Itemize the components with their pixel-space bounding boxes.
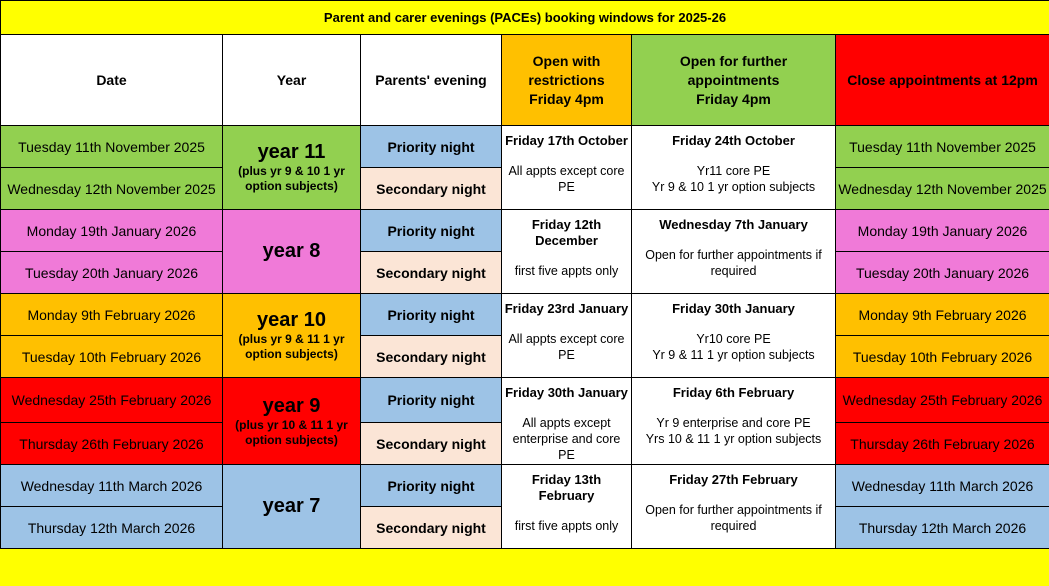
further-text: Yr10 core PE <box>696 332 771 346</box>
priority-night: Priority night <box>361 294 502 336</box>
close-date: Wednesday 25th February 2026 <box>836 378 1049 423</box>
evening-date: Monday 19th January 2026 <box>1 210 223 252</box>
evening-date: Wednesday 12th November 2025 <box>1 168 223 210</box>
restrictions-text: All appts except core PE <box>508 164 625 194</box>
further-date: Friday 6th February <box>672 385 795 400</box>
header-open-further: Open for further appointments Friday 4pm <box>632 35 836 126</box>
restrictions-date: Friday 13th February <box>531 472 602 503</box>
header-close: Close appointments at 12pm <box>836 35 1049 126</box>
further-text: Yrs 10 & 11 1 yr option subjects <box>645 432 822 446</box>
header-parents-evening: Parents' evening <box>361 35 502 126</box>
further-text: Yr11 core PE <box>696 164 771 178</box>
table-row <box>1 210 1049 252</box>
header-date: Date <box>1 35 223 126</box>
further-window <box>632 378 836 465</box>
restrictions-text: All appts except core PE <box>508 332 625 362</box>
page-title: Parent and carer evenings (PACEs) booking windows for 2025-26 <box>1 1 1049 35</box>
evening-date: Thursday 26th February 2026 <box>1 423 223 465</box>
priority-night: Priority night <box>361 210 502 252</box>
secondary-night: Secondary night <box>361 507 502 549</box>
year-label: year 7 <box>262 495 321 517</box>
evening-date: Tuesday 10th February 2026 <box>1 336 223 378</box>
evening-date: Wednesday 11th March 2026 <box>1 465 223 507</box>
restrictions-date: Friday 30th January <box>505 385 628 400</box>
secondary-night: Secondary night <box>361 168 502 210</box>
restrictions-date: Friday 12th December <box>531 217 602 248</box>
year-cell <box>223 378 361 465</box>
secondary-night: Secondary night <box>361 336 502 378</box>
footer-band <box>1 549 1049 583</box>
year-cell <box>223 465 361 549</box>
table-row <box>1 126 1049 168</box>
year-cell <box>223 210 361 294</box>
further-window <box>632 210 836 294</box>
close-date: Monday 9th February 2026 <box>836 294 1049 336</box>
close-date: Tuesday 20th January 2026 <box>836 252 1049 294</box>
year-cell <box>223 294 361 378</box>
further-date: Friday 30th January <box>672 301 795 316</box>
table-row <box>1 294 1049 336</box>
year-note: (plus yr 9 & 10 1 yr option subjects) <box>238 164 345 193</box>
restrictions-text: All appts except enterprise and core PE <box>512 416 621 462</box>
close-date: Thursday 26th February 2026 <box>836 423 1049 465</box>
close-date: Monday 19th January 2026 <box>836 210 1049 252</box>
table-row <box>1 465 1049 507</box>
close-date: Thursday 12th March 2026 <box>836 507 1049 549</box>
restrictions-text: first five appts only <box>514 264 619 278</box>
year-label: year 9 <box>262 394 321 417</box>
close-date: Tuesday 11th November 2025 <box>836 126 1049 168</box>
further-date: Friday 27th February <box>669 472 798 487</box>
priority-night: Priority night <box>361 126 502 168</box>
close-date: Wednesday 11th March 2026 <box>836 465 1049 507</box>
priority-night: Priority night <box>361 465 502 507</box>
year-label: year 8 <box>262 240 321 262</box>
table-row <box>1 378 1049 423</box>
further-text: Open for further appointments if required <box>645 503 822 533</box>
year-cell <box>223 126 361 210</box>
priority-night: Priority night <box>361 378 502 423</box>
year-note: (plus yr 10 & 11 1 yr option subjects) <box>235 417 348 447</box>
evening-date: Tuesday 20th January 2026 <box>1 252 223 294</box>
header-year: Year <box>223 35 361 126</box>
restrictions-window <box>502 378 632 465</box>
further-text: Yr 9 & 10 1 yr option subjects <box>651 180 816 194</box>
further-text: Yr 9 enterprise and core PE <box>656 416 811 430</box>
table-body <box>1 126 1049 549</box>
header-open-restrictions: Open with restrictions Friday 4pm <box>502 35 632 126</box>
further-text: Open for further appointments if required <box>645 248 822 278</box>
restrictions-window <box>502 210 632 294</box>
further-date: Friday 24th October <box>672 133 795 148</box>
year-label: year 10 <box>257 309 326 331</box>
further-window <box>632 465 836 549</box>
year-label: year 11 <box>257 141 326 163</box>
restrictions-date: Friday 17th October <box>505 133 628 148</box>
restrictions-window <box>502 294 632 378</box>
secondary-night: Secondary night <box>361 423 502 465</box>
evening-date: Monday 9th February 2026 <box>1 294 223 336</box>
restrictions-window <box>502 465 632 549</box>
restrictions-date: Friday 23rd January <box>504 301 629 316</box>
restrictions-text: first five appts only <box>514 519 619 533</box>
further-text: Yr 9 & 11 1 yr option subjects <box>652 348 815 362</box>
evening-date: Thursday 12th March 2026 <box>1 507 223 549</box>
evening-date: Wednesday 25th February 2026 <box>1 378 223 423</box>
close-date: Tuesday 10th February 2026 <box>836 336 1049 378</box>
year-note: (plus yr 9 & 11 1 yr option subjects) <box>238 332 345 361</box>
secondary-night: Secondary night <box>361 252 502 294</box>
further-date: Wednesday 7th January <box>659 217 808 232</box>
close-date: Wednesday 12th November 2025 <box>836 168 1049 210</box>
evening-date: Tuesday 11th November 2025 <box>1 126 223 168</box>
further-window <box>632 126 836 210</box>
restrictions-window <box>502 126 632 210</box>
further-window <box>632 294 836 378</box>
